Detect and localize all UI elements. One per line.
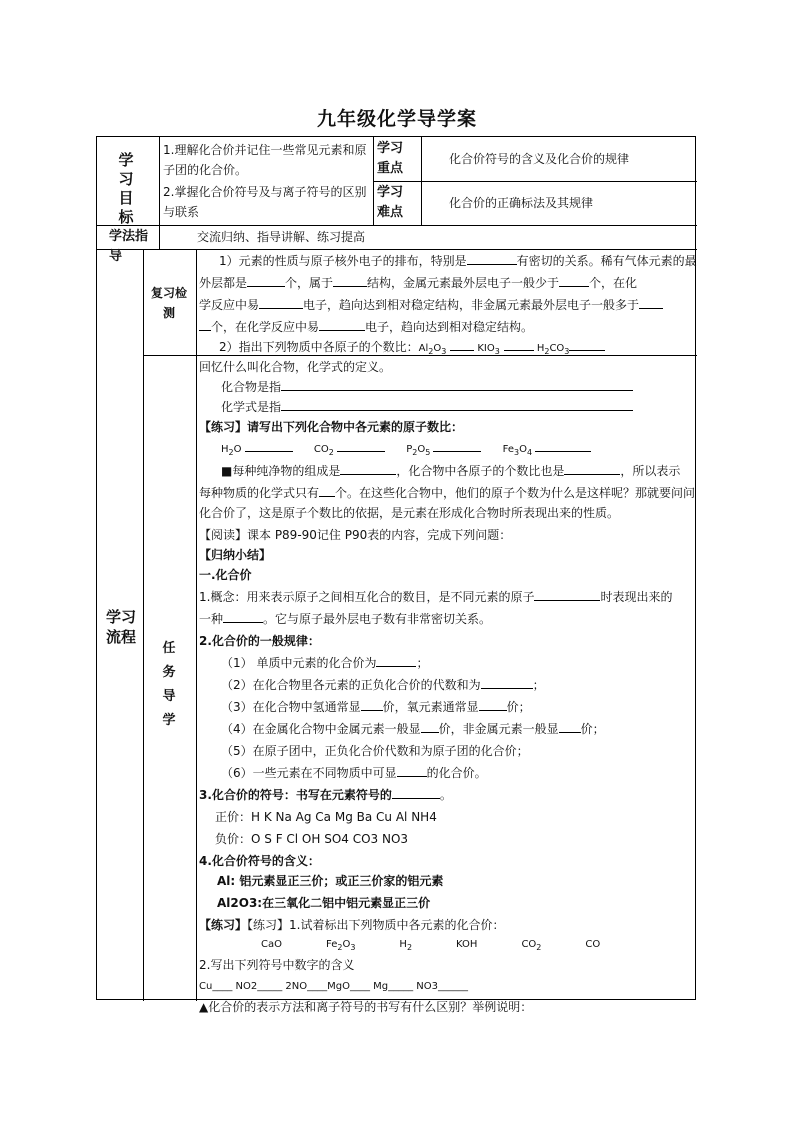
guide-label: 任务导学	[162, 641, 176, 728]
lesson-table	[96, 136, 697, 1014]
method-label: 学法指导	[109, 229, 149, 264]
difficulty-text: 化合价的正确标法及其规律	[449, 196, 594, 210]
key-points-label: 学习重点	[377, 141, 404, 176]
key-points-text: 化合价符号的含义及化合价的规律	[449, 152, 630, 166]
objective-1: 1.理解化合价并记住一些常见元素和原子团的化合价。	[163, 143, 367, 177]
guide-content: 回忆什么叫化合物，化学式的定义。 化合物是指 化学式是指 【练习】请写出下列化合物中各元素的原子数比： $H_2O$ $CO_2$ $P_2O_5$ $Fe_3O_4$ ■每种纯净物的组成是 ，化合物中各原子的个数比也是 ，所以表示 每种物质的化学式只有 个。在这些化合物中，他们的原子个数为什么是这样呢？那就要问问 化合价了，这是原子个数比的依据，是元素在形成化合物时所表现出来的性质。 【阅读】课本 P89-90记住 P90表的内容，完成下列问题： 【归纳小结】 一.化合价 1.概念：用来表示原子之间相互化合的数目，是不同元素的原子 时表现出来的 一种 。它与原子最外层电子数有非常密切关系。 2.化合价的一般规律： （1） 单质中元素的化合价为 ； （2）在化合物里各元素的正负化合价的代数和为 ； （3）在化合物中氢通常显 价，氧元素通常显 价； （4）在金属化合物中金属元素一般显 价，非金属元素一般显 价； （5）在原子团中，正负化合价代数和为原子团的化合价； （6）一些元素在不同物质中可显 的化合价。 3.化合价的符号：书写在元素符号的 。 正价：H K Na Ag Ca Mg Ba Cu Al NH4 负价：O S F Cl OH SO4 CO3 NO3 4.化合价符号的含义： Al: 铝元素显正三价；或正三价家的铝元素 Al2O3:在三氧化二铝中铝元素显正三价 【练习】【练习】1.试着标出下列物质中各元素的化合价： CaO $Fe_2O_3$ $H_2$ KOH $CO_2$ CO 2.写出下列符号中数字的含义 Cu____ NO2_____ 2NO____MgO____ Mg_____ NO3______ ▲化合价的表示方法和离子符号的书写有什么区别？举例说明：	[199, 360, 696, 1014]
flow-label: 学习流程	[105, 608, 136, 646]
method-text: 交流归纳、指导讲解、练习提高	[197, 230, 366, 244]
review-content: 1）元素的性质与原子核外电子的排布，特别是 有密切的关系。稀有气体元素的最 外层都是 个，属于 结构，金属元素最外层电子一般少于 个，在化 学反应中易 电子，趋向达到相对稳定结构，非金属元素最外层电子一般多于 个，在化学反应中易 电子，趋向达到相对稳定结构。 2）指出下列物质中各原子的个数比：$Al_2O_3$ $KIO_3$ $H_2CO_3$	[199, 254, 697, 356]
review-label: 复习检测	[151, 286, 188, 320]
difficulty-label: 学习难点	[377, 185, 404, 220]
page-title: 九年级化学导学案	[316, 108, 477, 130]
objectives-label: 学习目标	[118, 151, 134, 226]
objective-2: 2.掌握化合价符号及与离子符号的区别与联系	[163, 185, 367, 219]
